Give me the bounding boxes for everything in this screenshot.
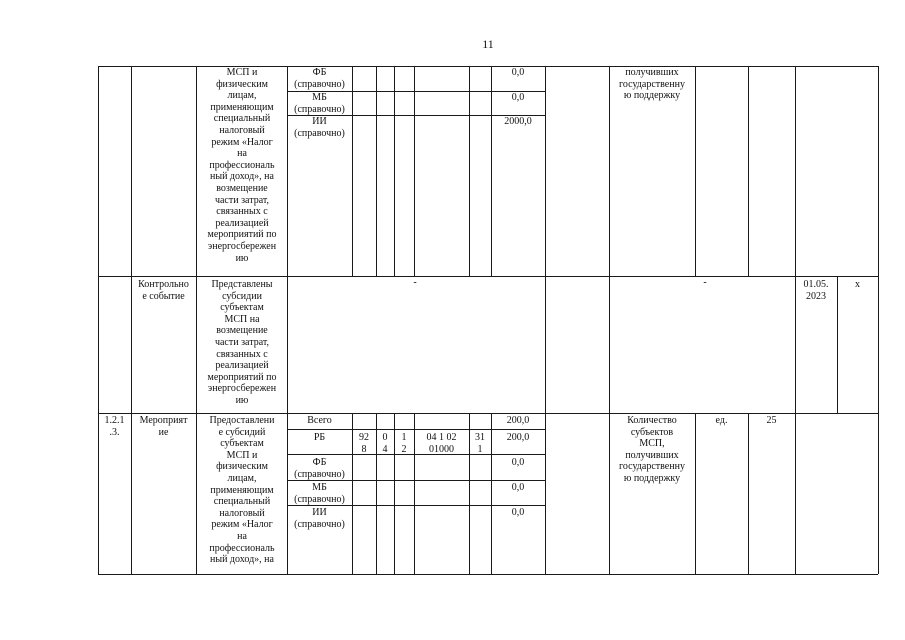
source-total: Всего xyxy=(307,415,332,426)
amount-ii-upper: 2000,0 xyxy=(504,116,532,127)
amount-fb-upper: 0,0 xyxy=(511,67,525,78)
amount-mb-lower: 0,0 xyxy=(511,482,525,493)
indicator-unit: ед. xyxy=(715,415,728,426)
source-fb-lower: ФБ (справочно) xyxy=(294,457,345,480)
indicator-upper: получивших государственну ю поддержку xyxy=(619,67,685,102)
control-event-label: Контрольно е событие xyxy=(138,279,189,302)
amount-ii-lower: 0,0 xyxy=(511,507,525,518)
code-pr: 1 2 xyxy=(401,432,407,455)
source-rb: РБ xyxy=(313,432,326,443)
control-event-description: Представлены субсидии субъектам МСП на возмещение части затрат, связанных с реализацией мероприятий по энергосбережен ию xyxy=(207,279,277,406)
source-mb-upper: МБ (справочно) xyxy=(294,92,345,115)
measure-type: Мероприят ие xyxy=(139,415,188,438)
source-ii-lower: ИИ (справочно) xyxy=(294,507,345,530)
code-vr: 31 1 xyxy=(475,432,485,455)
control-event-date: 01.05. 2023 xyxy=(803,279,829,302)
source-fb-upper: ФБ (справочно) xyxy=(294,67,345,90)
control-dash-finance: - xyxy=(413,277,417,288)
control-event-mark: x xyxy=(855,279,860,290)
amount-rb: 200,0 xyxy=(506,432,530,443)
code-grbs: 92 8 xyxy=(359,432,369,455)
measure-description-upper: МСП и физическим лицам, применяющим специальный налоговый режим «Налог на профессиональ ный доход», на возмещение части затрат, связанных с реализацией мероприятий по энергосбережен ию xyxy=(207,67,277,264)
source-ii-upper: ИИ (справочно) xyxy=(294,116,345,139)
measure-description-lower: Предоставлени е субсидий субъектам МСП и физическим лицам, применяющим специальный налоговый режим «Налог на профессиональ ный доход», на xyxy=(209,415,275,566)
indicator-value: 25 xyxy=(766,415,777,426)
amount-mb-upper: 0,0 xyxy=(511,92,525,103)
page-number: 11 xyxy=(482,37,494,51)
measure-number: 1.2.1 .3. xyxy=(104,415,125,438)
code-rz: 0 4 xyxy=(382,432,388,455)
source-mb-lower: МБ (справочно) xyxy=(294,482,345,505)
code-csr: 04 1 02 01000 xyxy=(426,432,457,455)
amount-total: 200,0 xyxy=(506,415,530,426)
amount-fb-lower: 0,0 xyxy=(511,457,525,468)
control-dash-indicator: - xyxy=(703,277,707,288)
indicator-lower: Количество субъектов МСП, получивших государственну ю поддержку xyxy=(619,415,685,484)
